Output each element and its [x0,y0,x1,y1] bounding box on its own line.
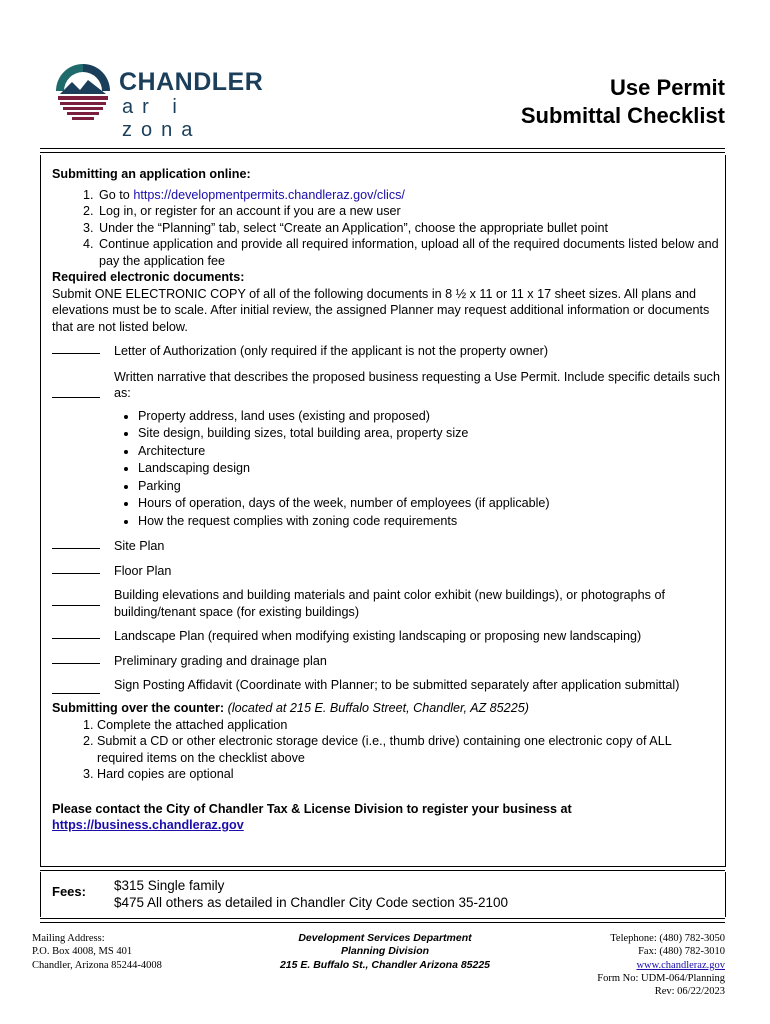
counter-section [52,700,720,783]
checklist-item-landscape [52,628,720,645]
footer-mailing-address [32,932,162,972]
footer-line: 215 E. Buffalo St., Chandler Arizona 85225 [279,958,491,971]
title-line-2: Submittal Checklist [520,103,725,128]
counter-location: (located at 215 E. Buffalo Street, Chandler, AZ 85225) [227,701,529,715]
online-heading: Submitting an application online: [52,167,251,181]
fee-line: $315 Single family [114,878,225,893]
online-step: 2. Log in, or register for an account if you are a new user [97,203,720,220]
checkbox-blank[interactable] [52,343,100,354]
counter-step: 3. Hard copies are optional [97,766,720,783]
footer-line: Planning Division [340,945,430,958]
online-step: 4. Continue application and provide all required information, upload all of the required documents listed below and pay the application fee [97,236,720,269]
counter-heading: Submitting over the counter: [52,701,225,715]
checklist-item-narrative [52,369,720,402]
fees-box [40,872,726,917]
online-step-text: Go to [99,187,134,202]
checkbox-blank[interactable] [52,653,100,664]
business-link[interactable]: https://business.chandleraz.gov [52,818,244,832]
checkbox-blank[interactable] [52,628,100,639]
footer-department [240,932,530,972]
checklist-item-label: Landscape Plan (required when modifying existing landscaping or proposing new landscaping) [114,629,642,643]
fees-values [114,877,508,911]
online-step: 3. Under the “Planning” tab, select “Create an Application”, choose the appropriate bullet point [97,220,720,237]
required-body: Submit ONE ELECTRONIC COPY of all of the following documents in 8 ½ x 11 or 11 x 17 sheet sizes. All plans and elevations must be to scale. After initial review, the assigned Planner may request additional information or documents that are not listed below. [52,286,710,334]
list-item: • Hours of operation, days of the week, number of employees (if applicable) [138,495,720,513]
narrative-details-list [52,408,720,531]
checklist-item-label: Written narrative that describes the proposed business requesting a Use Permit. Include specific details such as: [114,369,720,400]
checkbox-blank[interactable] [52,538,100,549]
checklist-item-label: Preliminary grading and drainage plan [114,653,327,668]
contact-text: Please contact the City of Chandler Tax & License Division to register your business at [52,801,572,816]
website-link[interactable]: www.chandleraz.gov [636,959,725,971]
footer-line: Telephone: (480) 782-3050 [610,933,725,944]
checklist-content [52,166,720,834]
footer-line: Mailing Address: [32,933,105,944]
list-item: • Landscaping design [138,460,720,478]
clics-link[interactable]: https://developmentpermits.chandleraz.gov/clics/ [133,187,405,202]
footer-line: Rev: 06/22/2023 [654,986,725,998]
top-divider [40,148,725,153]
checkbox-blank[interactable] [52,595,100,606]
list-item: • Architecture [138,443,720,461]
logo-name: CHANDLER [119,68,264,96]
fees-bottom-divider [40,918,725,923]
online-steps [52,187,720,270]
list-item: • How the request complies with zoning code requirements [138,513,720,531]
checklist-item-sign-affidavit [52,677,720,694]
footer-line: P.O. Box 4008, MS 401 [32,946,133,958]
checkbox-blank[interactable] [52,563,100,574]
checklist-item-grading [52,653,720,670]
online-step [97,187,720,204]
logo-subtitle: ar i zona [122,96,202,141]
checklist-item-label: Site Plan [114,539,165,553]
footer-line: Form No: UDM-064/Planning [597,972,725,984]
checklist-item-label: Building elevations and building materials and paint color exhibit (new buildings), or photographs of building/tenant space (for existing buildings) [114,588,665,619]
title-line-1: Use Permit [610,75,725,100]
counter-step: 1. Complete the attached application [97,717,720,734]
counter-step: 2. Submit a CD or other electronic storage device (i.e., thumb drive) containing one electronic copy of ALL required items on the checklist above [97,733,720,766]
contact-note [52,801,720,834]
checkbox-blank[interactable] [52,387,100,398]
list-item: • Parking [138,478,720,496]
counter-steps [52,717,720,783]
list-item: • Site design, building sizes, total building area, property size [138,425,720,443]
checklist-item-label: Letter of Authorization (only required if the applicant is not the property owner) [114,344,549,358]
checklist-item-label: Floor Plan [114,563,172,578]
checkbox-blank[interactable] [52,683,100,694]
required-heading: Required electronic documents: [52,270,245,284]
checklist-item-elevations [52,587,720,620]
fee-line: $475 All others as detailed in Chandler City Code section 35-2100 [114,895,508,910]
fees-top-divider [40,866,725,871]
list-item: • Property address, land uses (existing and proposed) [138,408,720,426]
checklist-item-authorization [52,343,720,360]
footer-line: Fax: (480) 782-3010 [638,946,725,958]
chandler-emblem-icon [52,60,114,128]
checklist-item-site-plan [52,538,720,555]
checklist-item-label: Sign Posting Affidavit (Coordinate with Planner; to be submitted separately after application submittal) [114,678,680,692]
page-title [521,74,725,130]
checklist-item-floor-plan [52,563,720,580]
footer-line: Chandler, Arizona 85244-4008 [32,959,162,971]
footer-contact [597,932,725,998]
fees-label: Fees: [52,884,86,899]
footer-line: Development Services Department [298,932,472,944]
chandler-logo [52,60,264,141]
